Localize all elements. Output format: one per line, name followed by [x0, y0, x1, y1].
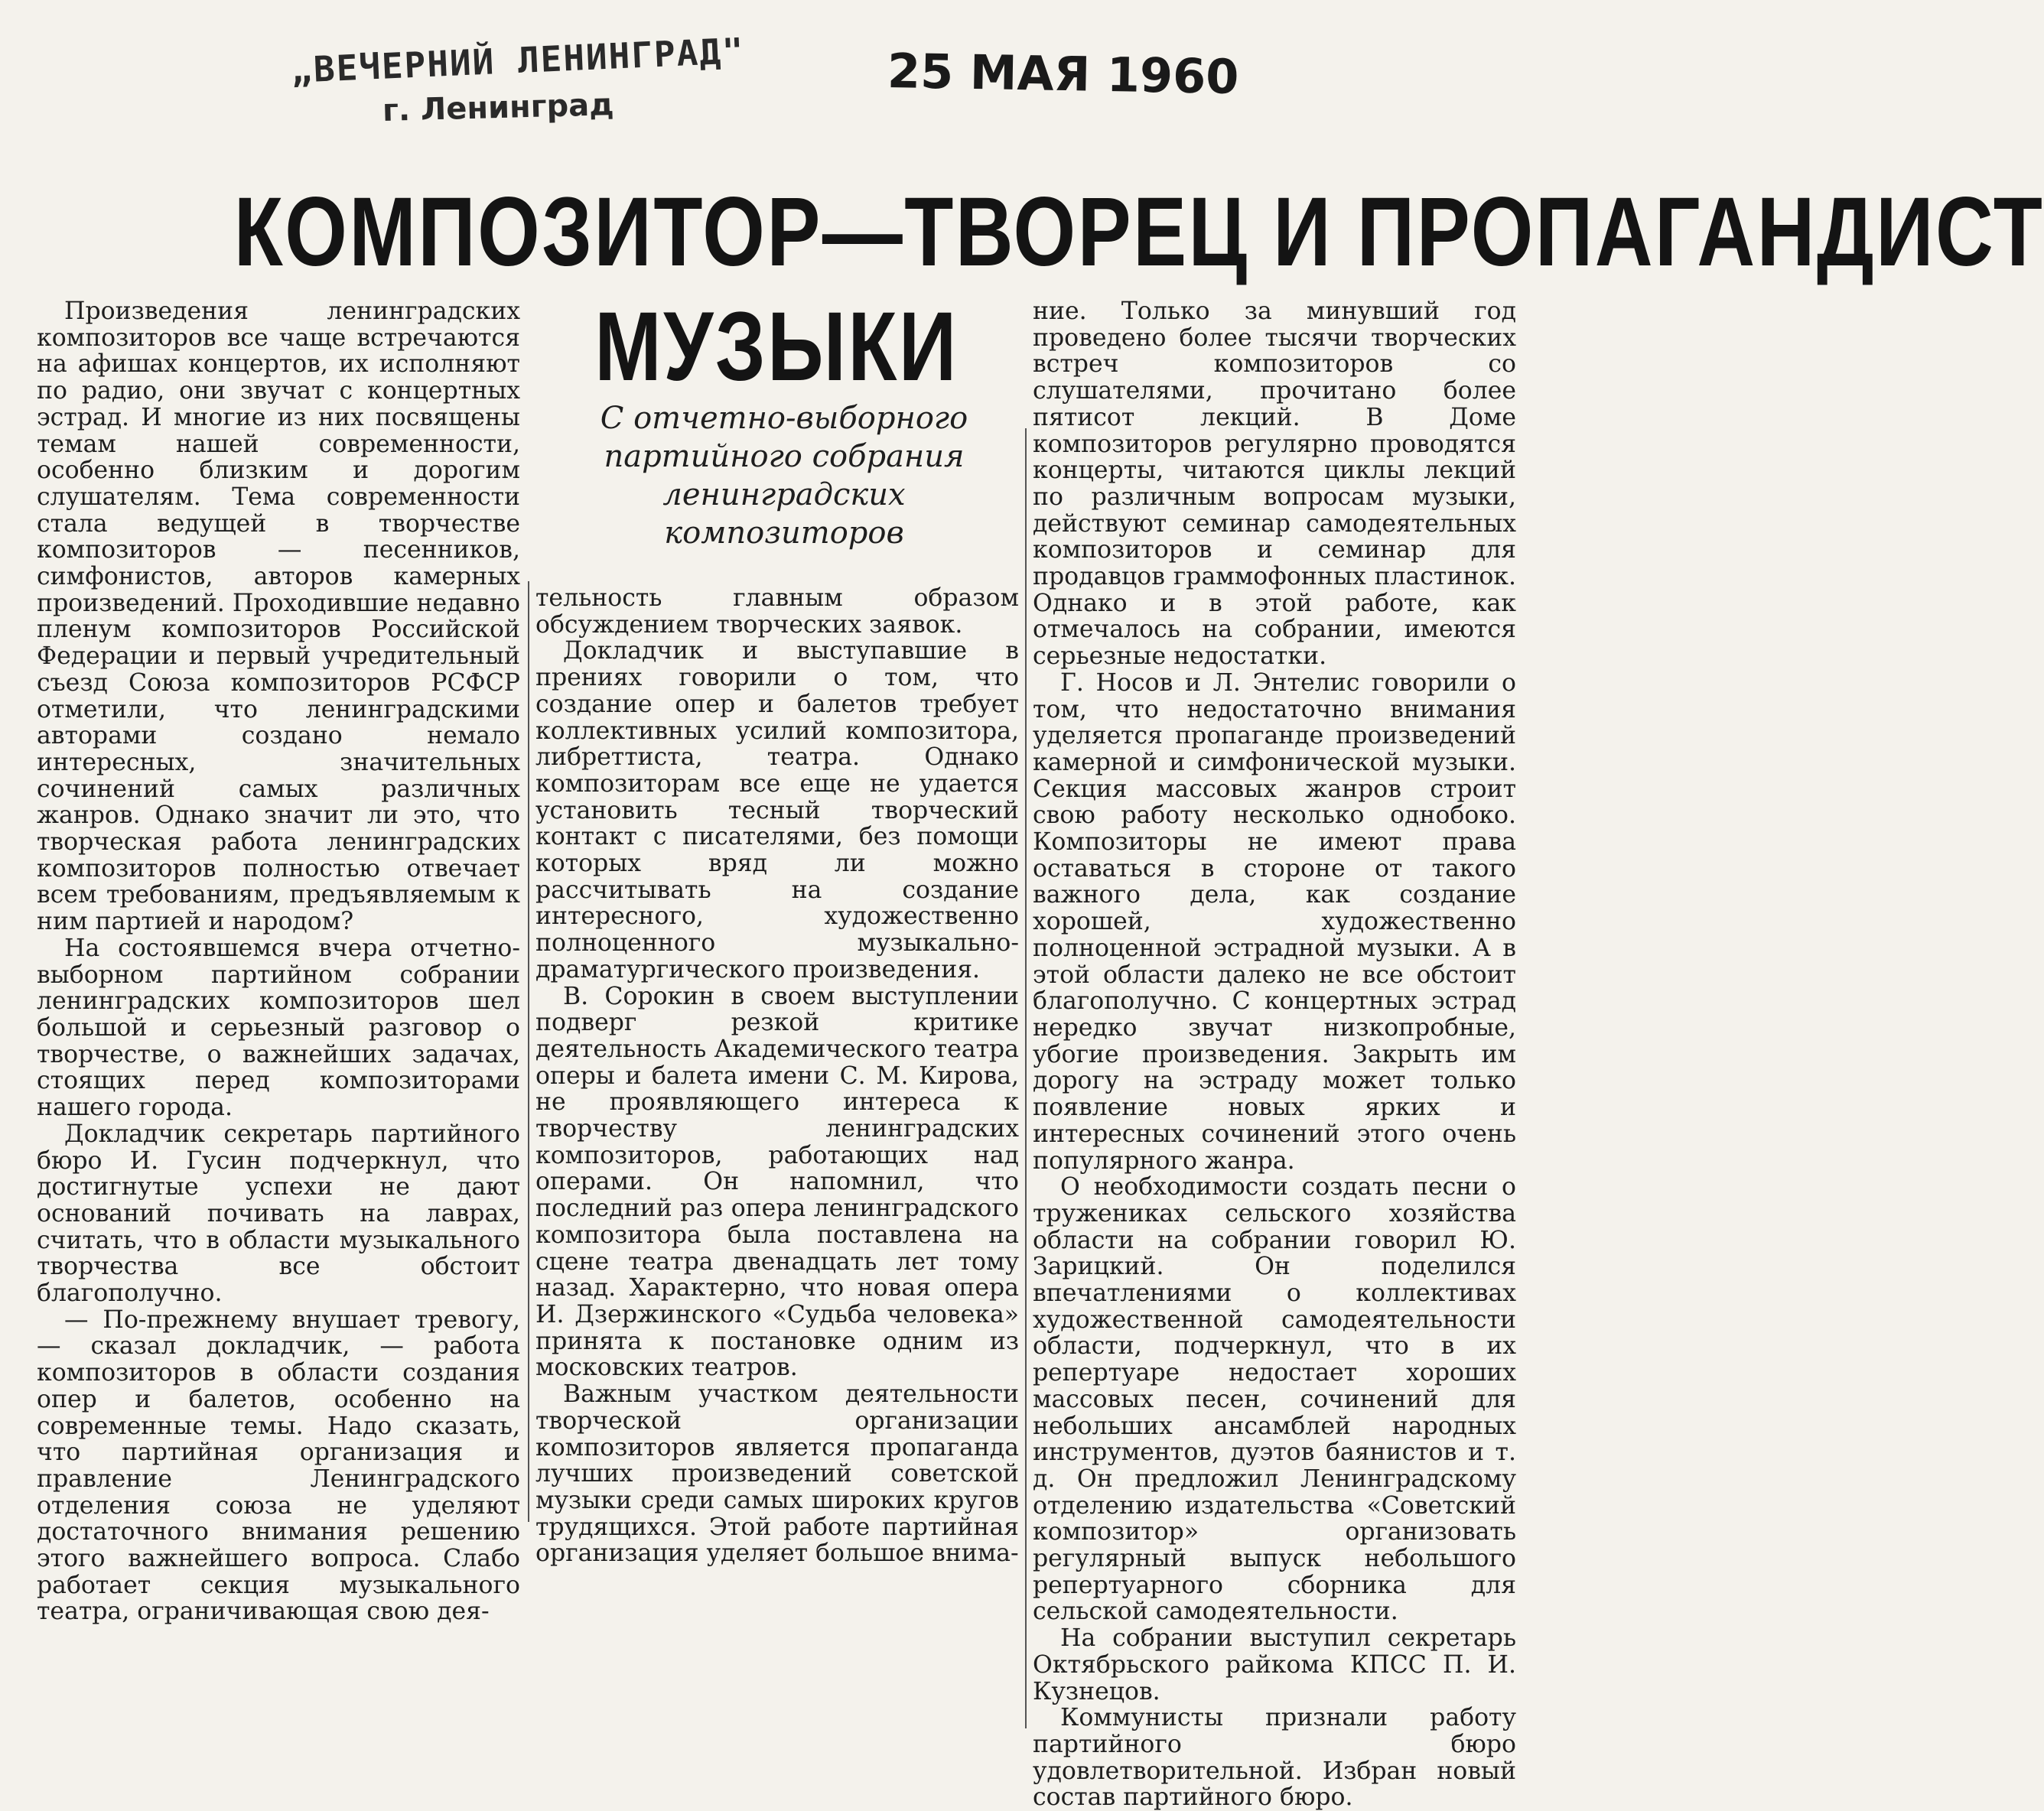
paragraph: Докладчик секретарь партийного бюро И. Гусин подчеркнул, что достигнутые успехи не дают оснований почивать на лаврах, считать, что в области музыкального творчества все обстоит благополучно. — [37, 1120, 520, 1308]
paragraph: О необходимости создать песни о тружениках сельского хозяйства области на собрании говорил Ю. Зарицкий. Он поделился впечатлениями о коллективах художественной самодеятельности области, подчеркнул, что в их репертуаре недостает хороших массовых песен, сочинений для небольших ансамблей народных инструментов, дуэтов баянистов и т. д. Он предложил Ленинградскому отделению издательства «Советский композитор» организовать регулярный выпуск небольшого репертуарного сборника для сельской самодеятельности. — [1033, 1173, 1516, 1626]
article-column-3 — [1033, 298, 1516, 1811]
article-column-2 — [535, 585, 1019, 1567]
paragraph: ние. Только за минувший год проведено более тысячи творческих встреч композиторов со слушателями, прочитано более пятисот лекций. В Доме композиторов регулярно проводятся концерты, читаются циклы лекций по различным вопросам музыки, действуют семинар самодеятельных композиторов и семинар для продавцов граммофонных пластинок. Однако и в этой работе, как отмечалось на собрании, имеются серьезные недостатки. — [1033, 297, 1516, 671]
paragraph: На собрании выступил секретарь Октябрьского райкома КПСС П. И. Кузнецов. — [1033, 1624, 1516, 1705]
paragraph: Произведения ленинградских композиторов все чаще встречаются на афишах концертов, их исполняют по радио, они звучат с концертных эстрад. И многие из них посвящены темам нашей современности, особенно близким и дорогим слушателям. Тема современности стала ведущей в творчестве композиторов — песенников, симфонистов, авторов камерных произведений. Проходившие недавно пленум композиторов Российской Федерации и первый учредительный съезд Союза композиторов РСФСР отметили, что ленинградскими авторами создано немало интересных, значительных сочинений самых различных жанров. Однако значит ли это, что творческая работа ленинградских композиторов полностью отвечает всем требованиям, предъявляемым к ним партией и народом? — [37, 297, 520, 936]
paragraph: Коммунисты признали работу партийного бюро удовлетворительной. Избран новый состав партийного бюро. — [1033, 1704, 1516, 1811]
paragraph: Г. Носов и Л. Энтелис говорили о том, что недостаточно внимания уделяется пропаганде произведений камерной и симфонической музыки. Секция массовых жанров строит свою работу несколько однобоко. Композиторы не имеют права оставаться в стороне от такого важного дела, как создание хорошей, художественно полноценной эстрадной музыки. А в этой области далеко не все обстоит благополучно. С концертных эстрад нередко звучат низкопробные, убогие произведения. Закрыть им дорогу на эстраду может только появление новых ярких и интересных сочинений этого очень популярного жанра. — [1033, 668, 1516, 1175]
article-subtitle: С отчетно-выборного партийного собрания ленинградских композиторов — [600, 401, 968, 551]
headline-line-2: МУЗЫКИ — [594, 292, 959, 402]
column-divider-1 — [528, 581, 529, 1522]
paragraph: На состоявшемся вчера отчетно-выборном партийном собрании ленинградских композиторов шел большой и серьезный разговор о творчестве, о важнейших задачах, стоящих перед композиторами нашего города. — [37, 934, 520, 1122]
paragraph: Докладчик и выступавшие в прениях говорили о том, что создание опер и балетов требует коллективных усилий композитора, либреттиста, театра. Однако композиторам все еще не удается установить тесный творческий контакт с писателями, без помощи которых вряд ли можно рассчитывать на создание интересного, художественно полноценного музыкально-драматургического произведения. — [535, 637, 1019, 984]
article-column-1 — [37, 298, 520, 1625]
city-stamp: г. Ленинград — [382, 87, 615, 128]
newspaper-name-stamp: „ВЕЧЕРНИЙ ЛЕНИНГРАД" — [290, 30, 746, 91]
paragraph: — По-прежнему внушает тревогу, — сказал докладчик, — работа композиторов в области создания опер и балетов, особенно на современные темы. Надо сказать, что партийная организация и правление Ленинградского отделения союза не уделяют достаточного внимания решению этого важнейшего вопроса. Слабо работает секция музыкального театра, ограничивающая свою дея- — [37, 1305, 520, 1626]
paragraph: Важным участком деятельности творческой организации композиторов является пропаганда лучших произведений советской музыки среди самых широких кругов трудящихся. Этой работе партийная организация уделяет большое внима- — [535, 1380, 1019, 1568]
paragraph: тельность главным образом обсуждением творческих заявок. — [535, 584, 1019, 639]
headline-line-1: КОМПОЗИТОР—ТВОРЕЦ И ПРОПАГАНДИСТ — [233, 177, 2044, 287]
column-divider-2 — [1025, 428, 1027, 1728]
paragraph: В. Сорокин в своем выступлении подверг резкой критике деятельность Академического театра оперы и балета имени С. М. Кирова, не проявляющего интереса к творчеству ленинградских композиторов, работающих над операми. Он напомнил, что последний раз опера ленинградского композитора была поставлена на сцене театра двенадцать лет тому назад. Характерно, что новая опера И. Дзержинского «Судьба человека» принята к постановке одним из московских театров. — [535, 982, 1019, 1382]
date-stamp: 25 МАЯ 1960 — [887, 42, 1240, 106]
